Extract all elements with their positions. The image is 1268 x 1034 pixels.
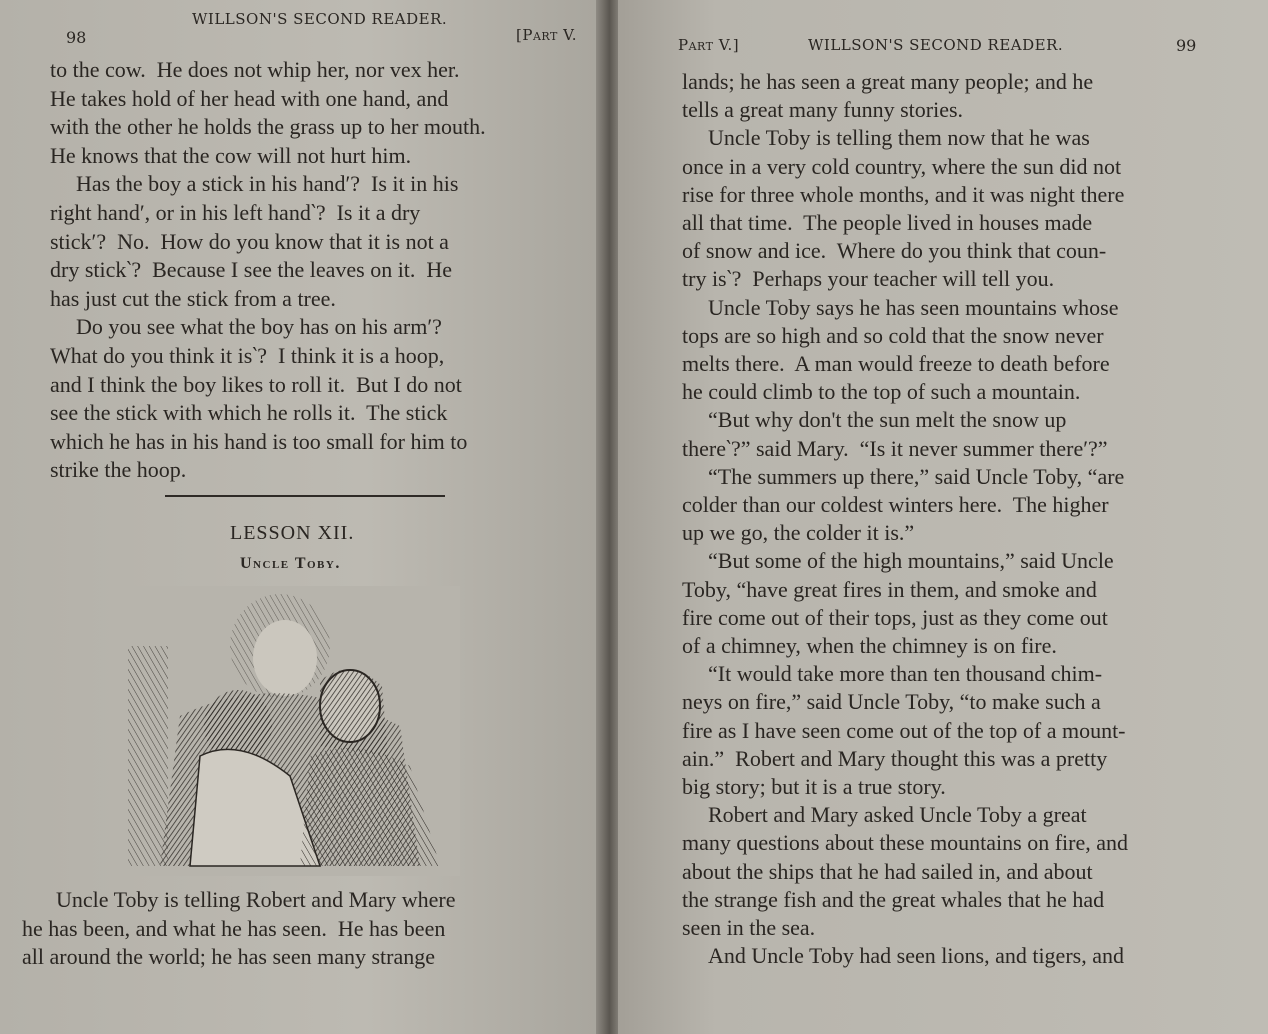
text-line: “It would take more than ten thousand chim- bbox=[708, 661, 1103, 687]
text-line: with the other he holds the grass up to her mouth. bbox=[50, 114, 486, 140]
text-line: Do you see what the boy has on his arm′? bbox=[76, 314, 442, 340]
text-line: Robert and Mary asked Uncle Toby a great bbox=[708, 802, 1087, 828]
text-line: and I think the boy likes to roll it. But I do not bbox=[50, 371, 462, 397]
text-line: many questions about these mountains on fire, and bbox=[682, 830, 1129, 856]
lesson-subtitle: Uncle Toby. bbox=[240, 555, 341, 572]
text-line: He knows that the cow will not hurt him. bbox=[50, 142, 412, 168]
text-line: “But why don't the sun melt the snow up bbox=[708, 407, 1067, 433]
text-line: of snow and ice. Where do you think that coun- bbox=[682, 238, 1107, 264]
girl-hair bbox=[320, 670, 388, 756]
section-divider bbox=[165, 495, 445, 497]
text-line: has just cut the stick from a tree. bbox=[50, 285, 336, 311]
text-line: he has been, and what he has seen. He has been bbox=[22, 915, 446, 941]
text-line: to the cow. He does not whip her, nor vex her. bbox=[50, 57, 460, 82]
text-line: melts there. A man would freeze to death before bbox=[682, 351, 1110, 377]
page-number-left: 98 bbox=[66, 28, 87, 47]
text-line: fire come out of their tops, just as they come out bbox=[682, 604, 1108, 630]
text-line: dry stick‵? Because I see the leaves on it. He bbox=[50, 257, 453, 283]
left-page-body bbox=[50, 56, 580, 485]
text-line: there‵?” said Mary. “Is it never summer there′?” bbox=[682, 435, 1108, 461]
text-line: And Uncle Toby had seen lions, and tigers, and bbox=[708, 943, 1124, 969]
part-label-right: Part V.] bbox=[678, 36, 740, 54]
text-line: up we go, the colder it is.” bbox=[682, 520, 915, 546]
text-line: all around the world; he has seen many strange bbox=[22, 944, 435, 970]
text-line: of a chimney, when the chimney is on fire. bbox=[682, 633, 1057, 659]
right-page-body bbox=[682, 68, 1252, 971]
lesson-body bbox=[22, 886, 582, 972]
page-number-right: 99 bbox=[1176, 36, 1197, 55]
man-face bbox=[253, 620, 317, 696]
text-line: Uncle Toby is telling them now that he was bbox=[708, 125, 1090, 151]
text-line: neys on fire,” said Uncle Toby, “to make such a bbox=[682, 689, 1101, 715]
text-line: see the stick with which he rolls it. The stick bbox=[50, 400, 448, 426]
left-page bbox=[0, 0, 608, 1034]
text-line: colder than our coldest winters here. The higher bbox=[682, 492, 1109, 518]
text-line: Uncle Toby is telling Robert and Mary where bbox=[56, 887, 456, 912]
text-line: big story; but it is a true story. bbox=[682, 774, 946, 800]
text-line: rise for three whole months, and it was night there bbox=[682, 181, 1125, 207]
text-line: which he has in his hand is too small for him to bbox=[50, 428, 468, 454]
text-line: try is‵? Perhaps your teacher will tell you. bbox=[682, 266, 1055, 292]
running-head-right: WILLSON'S SECOND READER. bbox=[808, 36, 1064, 54]
text-line: tells a great many funny stories. bbox=[682, 97, 964, 123]
text-line: stick′? No. How do you know that it is not a bbox=[50, 228, 449, 254]
text-line: once in a very cold country, where the sun did not bbox=[682, 153, 1122, 179]
text-line: Has the boy a stick in his hand′? Is it in his bbox=[76, 171, 459, 197]
right-page bbox=[618, 0, 1268, 1034]
running-head-left: WILLSON'S SECOND READER. bbox=[192, 10, 448, 28]
lesson-title: LESSON XII. bbox=[230, 522, 355, 544]
text-line: Toby, “have great fires in them, and smoke and bbox=[682, 576, 1097, 602]
chair-back bbox=[128, 646, 168, 866]
text-line: the strange fish and the great whales that he had bbox=[682, 886, 1105, 912]
part-label-left: [Part V. bbox=[516, 26, 578, 44]
text-line: fire as I have seen come out of the top of a mount- bbox=[682, 717, 1126, 743]
text-line: “But some of the high mountains,” said Uncle bbox=[708, 548, 1114, 574]
text-line: Uncle Toby says he has seen mountains whose bbox=[708, 294, 1119, 320]
text-line: tops are so high and so cold that the snow never bbox=[682, 322, 1104, 348]
text-line: seen in the sea. bbox=[682, 915, 816, 941]
text-line: all that time. The people lived in houses made bbox=[682, 210, 1093, 236]
text-line: ain.” Robert and Mary thought this was a pretty bbox=[682, 745, 1108, 771]
text-line: He takes hold of her head with one hand, and bbox=[50, 85, 449, 111]
text-line: he could climb to the top of such a mountain. bbox=[682, 379, 1081, 405]
text-line: strike the hoop. bbox=[50, 457, 187, 483]
text-line: right hand′, or in his left hand‵? Is it a dry bbox=[50, 199, 421, 225]
text-line: What do you think it is‵? I think it is a hoop, bbox=[50, 342, 445, 368]
text-line: about the ships that he had sailed in, and about bbox=[682, 858, 1093, 884]
uncle-toby-engraving bbox=[120, 586, 460, 876]
text-line: “The summers up there,” said Uncle Toby, “are bbox=[708, 463, 1125, 489]
text-line: lands; he has seen a great many people; and he bbox=[682, 69, 1094, 94]
